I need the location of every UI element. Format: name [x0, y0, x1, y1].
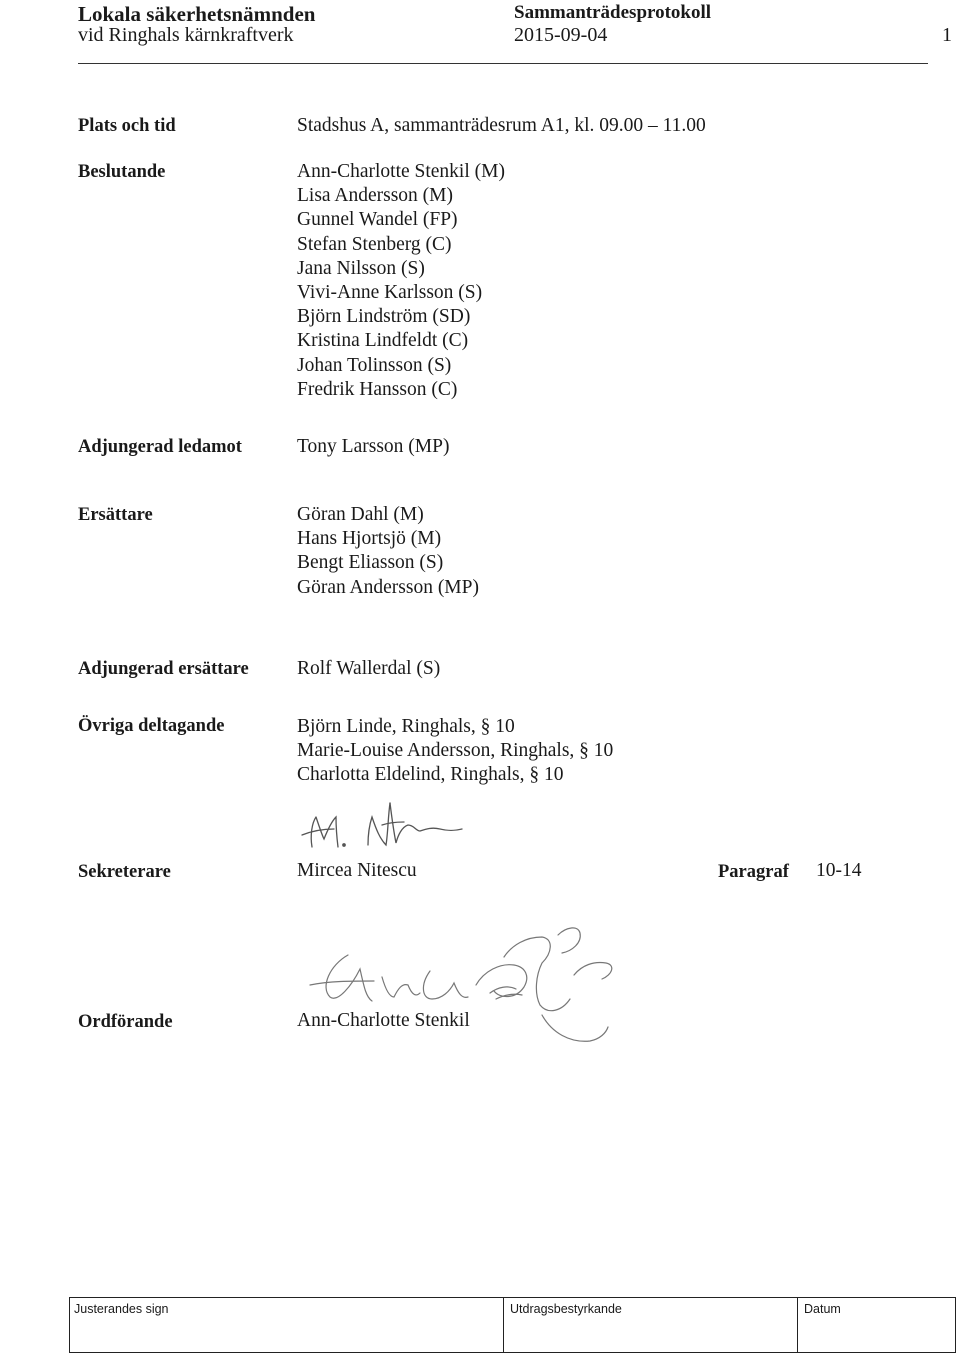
list-item: Vivi-Anne Karlsson (S) — [297, 282, 483, 304]
committee-title: Lokala säkerhetsnämnden — [78, 2, 316, 26]
list-item: Stefan Stenberg (C) — [297, 233, 452, 255]
list-item: Bengt Eliasson (S) — [297, 552, 444, 574]
footer-cell-date: Datum — [804, 1302, 841, 1316]
place-time-value: Stadshus A, sammanträdesrum A1, kl. 09.00 – 11.00 — [297, 115, 706, 136]
list-item: Göran Andersson (MP) — [297, 576, 479, 598]
paragraph-label: Paragraf — [718, 862, 789, 882]
footer-cell-extract-certification: Utdragsbestyrkande — [504, 1298, 798, 1352]
meeting-date: 2015-09-04 — [514, 24, 608, 46]
document-type: Sammanträdesprotokoll — [514, 2, 712, 23]
decision-makers-label: Beslutande — [78, 162, 166, 182]
other-participants-label: Övriga deltagande — [78, 716, 225, 736]
place-time-label: Plats och tid — [78, 116, 176, 136]
list-item: Fredrik Hansson (C) — [297, 378, 458, 400]
list-item: Kristina Lindfeldt (C) — [297, 330, 469, 352]
paragraph-value: 10-14 — [816, 860, 862, 881]
list-item: Charlotta Eldelind, Ringhals, § 10 — [297, 764, 564, 786]
list-item: Lisa Andersson (M) — [297, 185, 453, 207]
adjunct-substitute-label: Adjungerad ersättare — [78, 659, 249, 679]
footer-cell-adjuster-sign: Justerandes sign — [70, 1298, 504, 1352]
adjunct-substitute-value: Rolf Wallerdal (S) — [297, 658, 441, 679]
secretary-name: Mircea Nitescu — [297, 860, 417, 881]
chair-signature — [290, 915, 620, 1055]
list-item: Björn Linde, Ringhals, § 10 — [297, 716, 515, 737]
secretary-label: Sekreterare — [78, 862, 171, 882]
list-item: Björn Lindström (SD) — [297, 306, 471, 328]
other-participants-list — [297, 715, 613, 788]
page-number: 1 — [942, 24, 952, 46]
list-item: Göran Dahl (M) — [297, 504, 424, 525]
substitutes-list — [297, 503, 479, 600]
header-divider — [78, 63, 928, 64]
list-item: Jana Nilsson (S) — [297, 257, 425, 279]
list-item: Johan Tolinsson (S) — [297, 354, 452, 376]
adjunct-member-value: Tony Larsson (MP) — [297, 436, 450, 457]
chair-label: Ordförande — [78, 1012, 173, 1032]
list-item: Hans Hjortsjö (M) — [297, 528, 442, 550]
chair-name: Ann-Charlotte Stenkil — [297, 1010, 470, 1031]
substitutes-label: Ersättare — [78, 505, 153, 525]
list-item: Gunnel Wandel (FP) — [297, 209, 458, 231]
committee-location: vid Ringhals kärnkraftverk — [78, 24, 294, 46]
adjunct-member-label: Adjungerad ledamot — [78, 437, 242, 457]
list-item: Ann-Charlotte Stenkil (M) — [297, 161, 505, 182]
footer-signature-table — [69, 1297, 956, 1353]
decision-makers-list — [297, 160, 505, 402]
list-item: Marie-Louise Andersson, Ringhals, § 10 — [297, 740, 614, 762]
secretary-signature — [290, 795, 480, 865]
